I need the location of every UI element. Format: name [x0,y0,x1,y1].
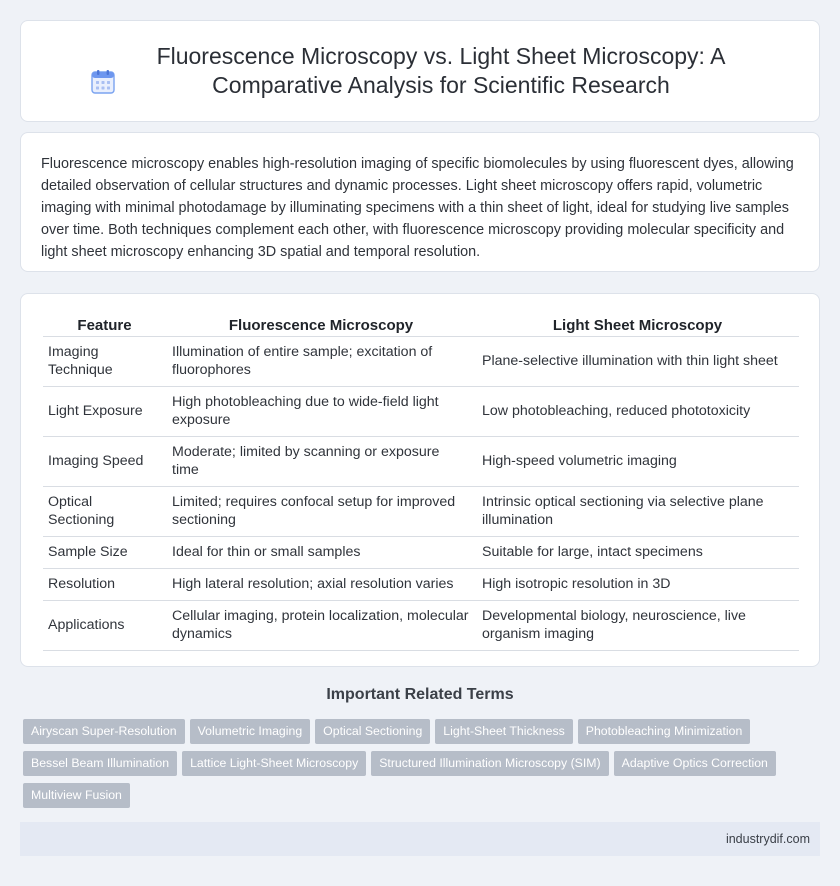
term-tag[interactable]: Structured Illumination Microscopy (SIM) [371,751,608,776]
header-light-sheet: Light Sheet Microscopy [476,310,799,337]
table-row [43,601,799,651]
table-row [43,387,799,437]
term-tag[interactable]: Lattice Light-Sheet Microscopy [182,751,366,776]
table-row [43,537,799,569]
light-sheet-cell: Intrinsic optical sectioning via selective plane illumination [476,487,799,537]
table-row [43,437,799,487]
fluorescence-cell: Illumination of entire sample; excitation of fluorophores [166,337,476,387]
term-tag[interactable]: Light-Sheet Thickness [435,719,572,744]
feature-cell: Imaging Technique [43,337,166,387]
light-sheet-cell: Plane-selective illumination with thin light sheet [476,337,799,387]
term-tag[interactable]: Photobleaching Minimization [578,719,751,744]
fluorescence-cell: High photobleaching due to wide-field light exposure [166,387,476,437]
comparison-table [43,310,799,651]
term-tag[interactable]: Volumetric Imaging [190,719,311,744]
table-row [43,569,799,601]
table-header-row [43,310,799,337]
header-feature: Feature [43,310,166,337]
intro-paragraph: Fluorescence microscopy enables high-resolution imaging of specific biomolecules by using fluorescent dyes, allowing detailed observation of cellular structures and dynamic processes. Light sheet microscopy offers rapid, volumetric imaging with minimal photodamage by illuminating specimens with a thin sheet of light, ideal for studying live samples over time. Both techniques complement each other, with fluorescence microscopy providing molecular specificity and light sheet microscopy enhancing 3D spatial and temporal resolution. [41,156,794,260]
term-tag[interactable]: Optical Sectioning [315,719,430,744]
light-sheet-cell: Low photobleaching, reduced phototoxicity [476,387,799,437]
table-row [43,337,799,387]
term-tag[interactable]: Bessel Beam Illumination [23,751,177,776]
feature-cell: Imaging Speed [43,437,166,487]
intro-card [20,132,820,272]
term-tag[interactable]: Adaptive Optics Correction [614,751,776,776]
fluorescence-cell: Moderate; limited by scanning or exposure time [166,437,476,487]
feature-cell: Applications [43,601,166,651]
footer-source[interactable]: industrydif.com [725,832,810,846]
table-row [43,487,799,537]
feature-cell: Sample Size [43,537,166,569]
header-fluorescence: Fluorescence Microscopy [166,310,476,337]
comparison-card [20,293,820,667]
page-title: Fluorescence Microscopy vs. Light Sheet Microscopy: A Comparative Analysis for Scientific Research [156,43,726,98]
title-wrap [70,42,770,100]
light-sheet-cell: High-speed volumetric imaging [476,437,799,487]
light-sheet-cell: Developmental biology, neuroscience, live organism imaging [476,601,799,651]
term-tag[interactable]: Multiview Fusion [23,783,130,808]
light-sheet-cell: High isotropic resolution in 3D [476,569,799,601]
fluorescence-cell: High lateral resolution; axial resolution varies [166,569,476,601]
calendar-icon [89,68,117,96]
fluorescence-cell: Limited; requires confocal setup for improved sectioning [166,487,476,537]
related-terms-list [23,719,823,815]
feature-cell: Resolution [43,569,166,601]
fluorescence-cell: Ideal for thin or small samples [166,537,476,569]
fluorescence-cell: Cellular imaging, protein localization, molecular dynamics [166,601,476,651]
related-terms-heading: Important Related Terms [326,686,514,703]
term-tag[interactable]: Airyscan Super-Resolution [23,719,185,744]
feature-cell: Optical Sectioning [43,487,166,537]
title-card [20,20,820,122]
light-sheet-cell: Suitable for large, intact specimens [476,537,799,569]
footer [20,822,820,856]
feature-cell: Light Exposure [43,387,166,437]
